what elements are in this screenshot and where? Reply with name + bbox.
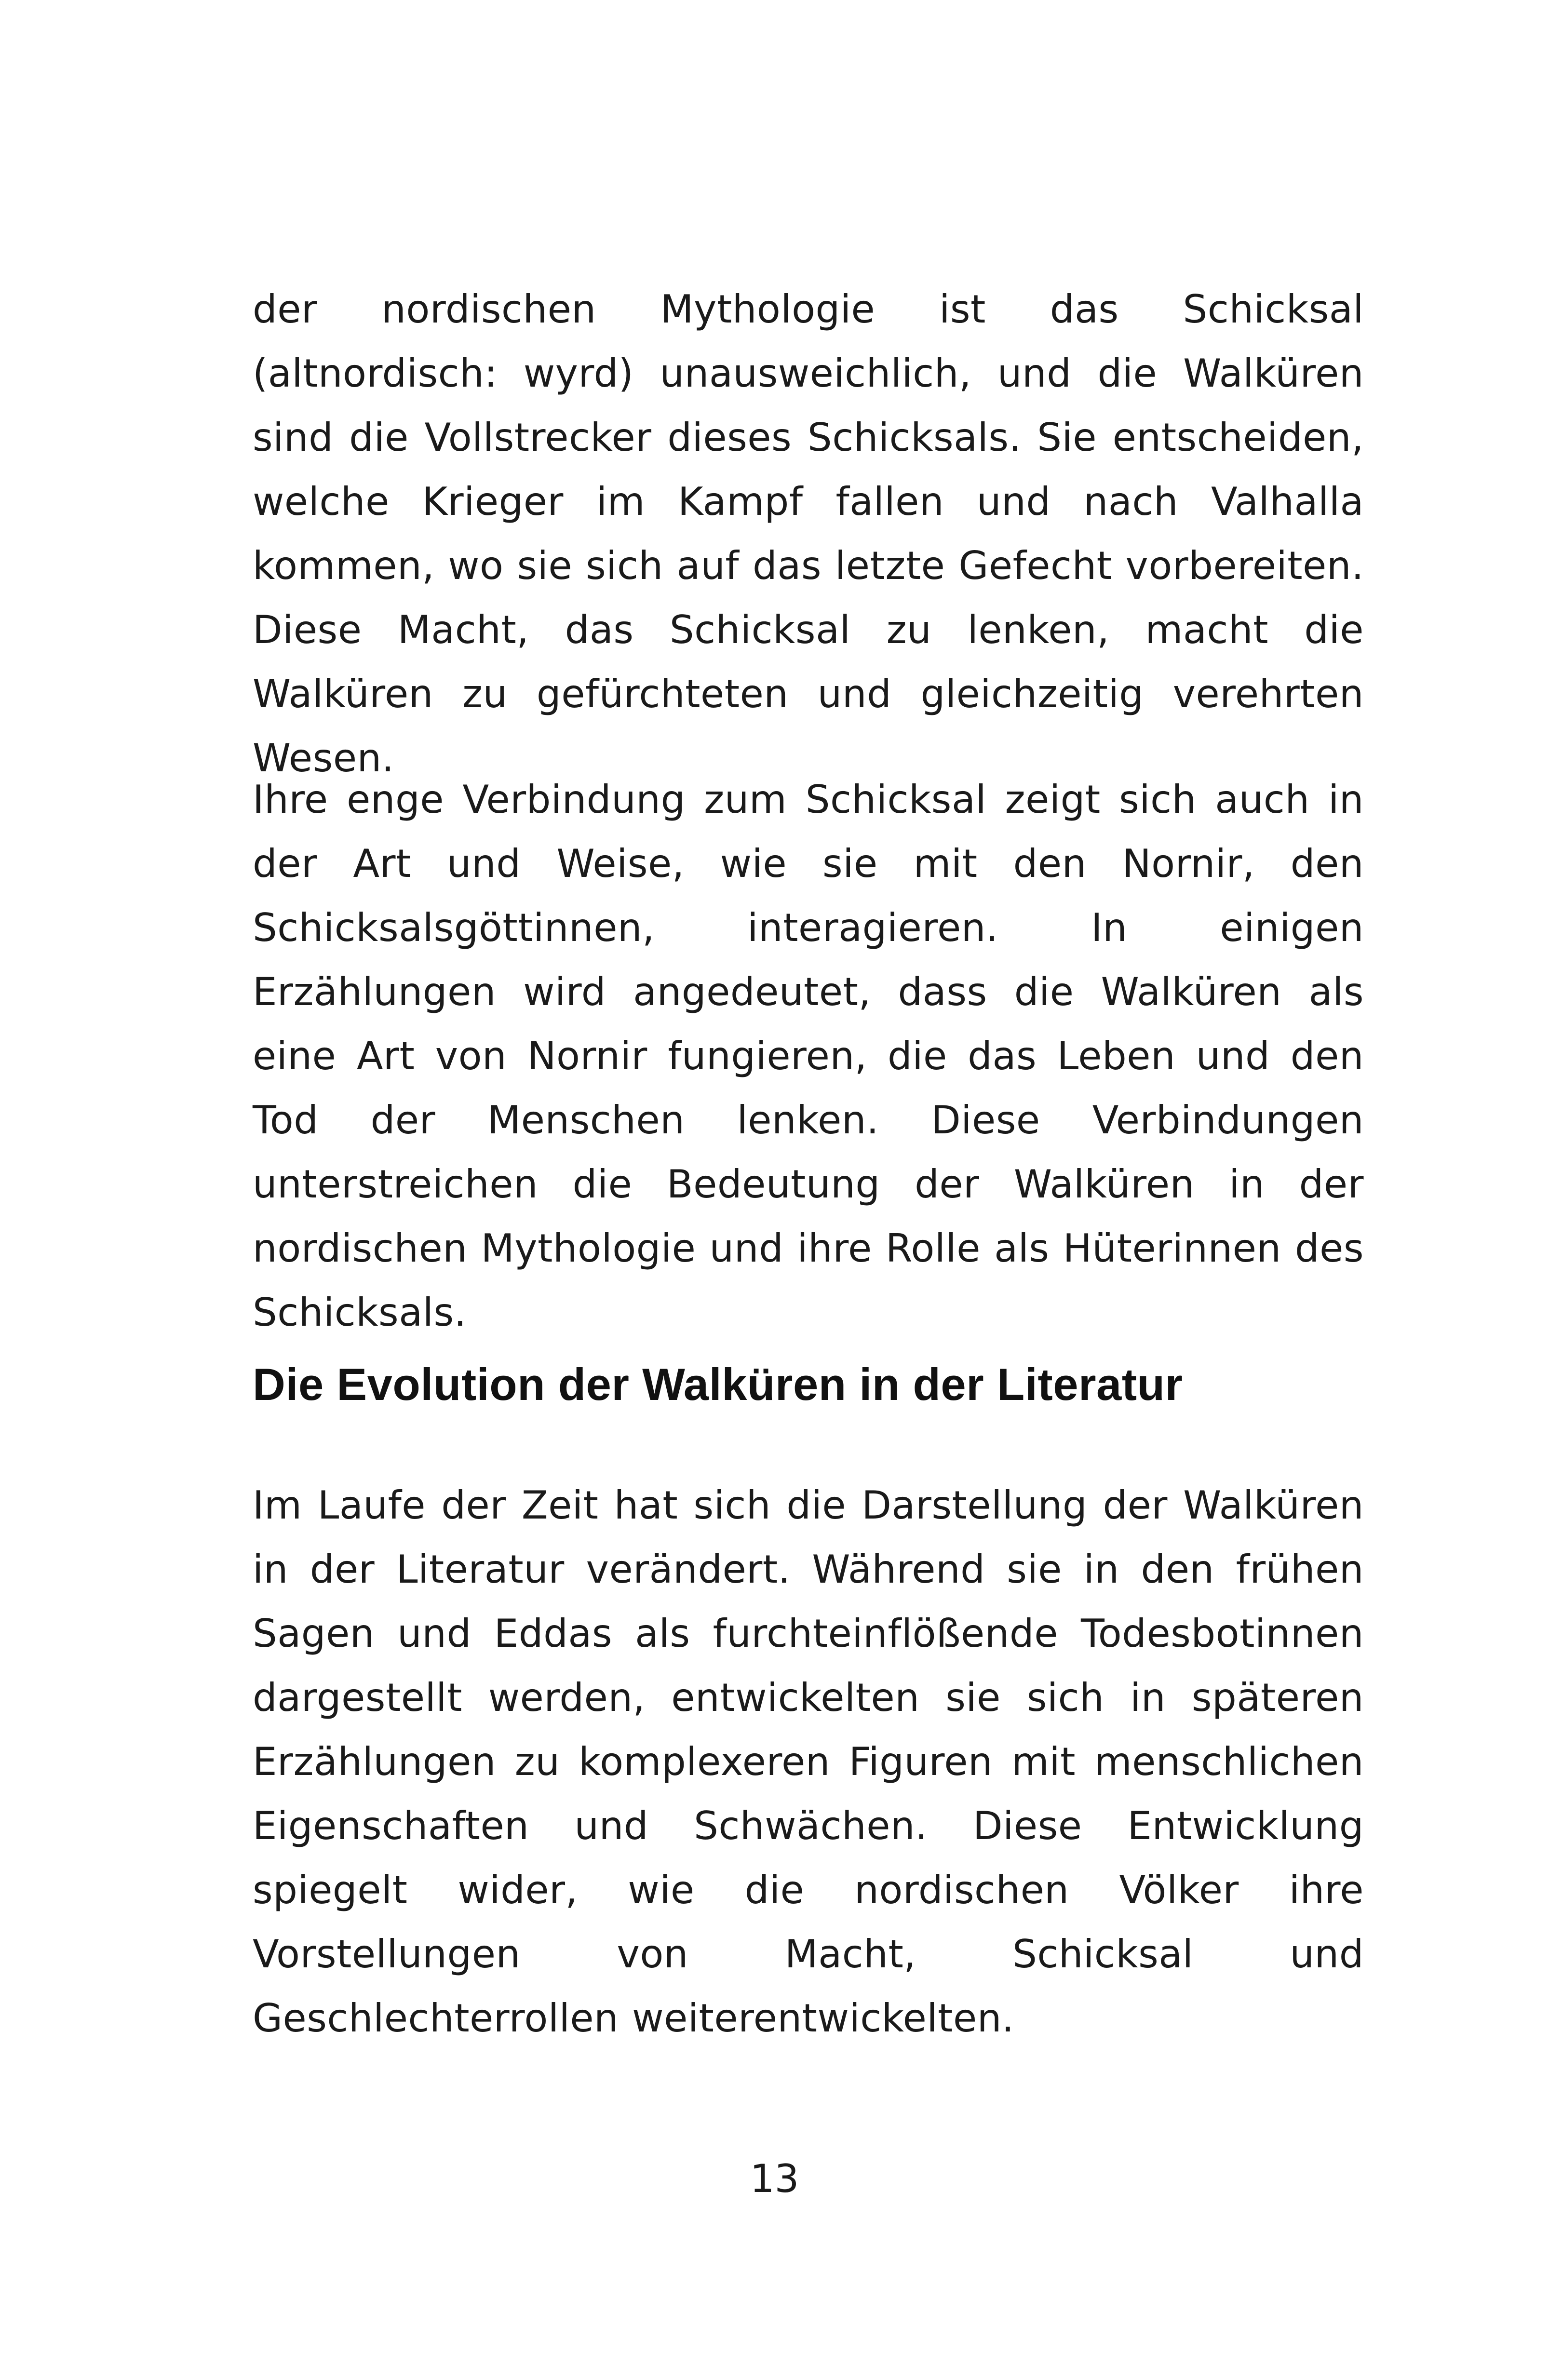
body-paragraph-nornir: Ihre enge Verbindung zum Schicksal zeigt sich auch in der Art und Weise, wie sie mit den Nornir, den Schicksalsgöttinnen, interagieren. In einigen Erzählungen wird angedeutet, dass die Walküren als eine Art von Nornir fungieren, die das Leben und den Tod der Menschen lenken. Diese Verbindungen unterstreichen die Bedeutung der Walküren in der nordischen Mythologie und ihre Rolle als Hüterinnen des Schicksals. <box>253 777 1364 1335</box>
body-paragraph-evolution: Im Laufe der Zeit hat sich die Darstellung der Walküren in der Literatur verändert. Während sie in den frühen Sagen und Eddas als furchteinflößende Todesbotinnen dargestellt werden, entwickelten sie sich in späteren Erzählungen zu komplexeren Figuren mit menschlichen Eigenschaften und Schwächen. Diese Entwicklung spiegelt wider, wie die nordischen Völker ihre Vorstellungen von Macht, Schicksal und Geschlechterrollen weiterentwickelten. <box>253 1483 1364 2041</box>
body-paragraph-fate: der nordischen Mythologie ist das Schicksal (altnordisch: wyrd) unausweichlich, und die Walküren sind die Vollstrecker dieses Schicksals. Sie entscheiden, welche Krieger im Kampf fallen und nach Valhalla kommen, wo sie sich auf das letzte Gefecht vorbereiten. Diese Macht, das Schicksal zu lenken, macht die Walküren zu gefürchteten und gleichzeitig verehrten Wesen. <box>253 287 1364 780</box>
page-number: 13 <box>750 2156 799 2201</box>
section-heading: Die Evolution der Walküren in der Literatur <box>253 1359 1183 1410</box>
